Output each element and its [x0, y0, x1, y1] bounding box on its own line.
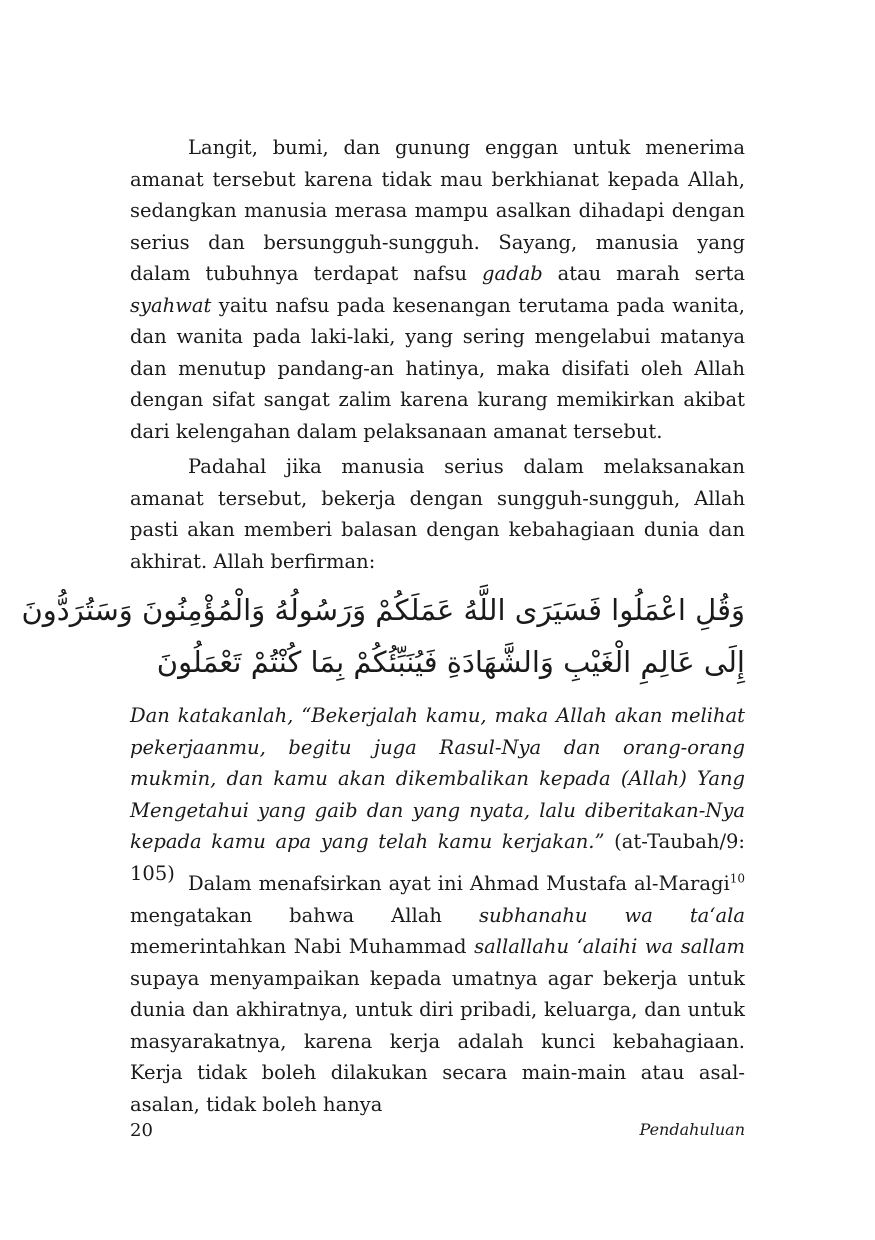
term-sallallahu: sallallahu ‘alaihi wa sallam — [474, 935, 745, 958]
paragraph-2-text: Padahal jika manusia serius dalam melaksanakan amanat tersebut, bekerja dengan sungguh-sungguh, Allah pasti akan memberi balasan dengan kebahagiaan dunia dan akhirat. Allah berfirman: — [130, 455, 745, 573]
translation-italic: Dan katakanlah, “Bekerjalah kamu, maka Allah akan melihat pekerjaanmu, begitu juga Rasul-Nya dan orang-orang mukmin, dan kamu akan dikembalikan kepada (Allah) Yang Mengetahui yang gaib dan yang nyata, lalu diberitakan-Nya kepada kamu apa yang telah kamu kerjakan.” — [130, 704, 745, 853]
term-gadab: gadab — [481, 262, 543, 285]
term-subhanahu: subhanahu wa ta‘ala — [478, 903, 745, 927]
page-number: 20 — [130, 1120, 153, 1141]
paragraph-3-intro: Dalam menafsirkan ayat ini Ahmad Mustafa al-Maragi — [188, 872, 730, 895]
paragraph-3-text — [130, 868, 745, 1120]
paragraph-3 — [130, 868, 745, 1120]
verse-citation: (at-Taubah/9: 105) — [130, 830, 745, 885]
paragraph-1-mid: atau marah serta — [542, 262, 745, 285]
paragraph-1-rest: yaitu nafsu pada kesenangan terutama pada wanita, dan wanita pada laki-laki, yang sering mengelabui matanya dan menutup pandang-an hatinya, maka disifati oleh Allah dengan sifat sangat zalim karena kurang memikirkan akibat dari kelengahan dalam pelaksanaan amanat tersebut. — [130, 293, 745, 443]
translation-text — [130, 700, 745, 889]
paragraph-1 — [130, 132, 745, 447]
paragraph-3-part-a: mengatakan bahwa Allah — [130, 903, 479, 927]
verse-translation — [130, 700, 745, 889]
running-title: Pendahuluan — [639, 1120, 745, 1139]
footnote-reference[interactable]: 10 — [729, 871, 745, 886]
term-syahwat: syahwat — [130, 293, 212, 317]
paragraph-3-part-b: memerintahkan Nabi Muhammad — [130, 935, 475, 958]
arabic-verse — [21, 584, 745, 688]
arabic-verse-line-1: وَقُلِ اعْمَلُوا فَسَيَرَى اللَّهُ عَمَلَكُمْ وَرَسُولُهُ وَالْمُؤْمِنُونَ وَسَتُرَدُّونَ — [21, 593, 745, 627]
paragraph-2 — [130, 451, 745, 577]
paragraph-1-text — [130, 132, 745, 447]
arabic-verse-line-2: إِلَى عَالِمِ الْغَيْبِ وَالشَّهَادَةِ فَيُنَبِّئُكُمْ بِمَا كُنْتُمْ تَعْمَلُونَ — [156, 645, 745, 679]
paragraph-1-body: Langit, bumi, dan gunung enggan untuk menerima amanat tersebut karena tidak mau berkhianat kepada Allah, sedangkan manusia merasa mampu asalkan dihadapi dengan serius dan bersungguh-sungguh. Sayang, manusia yang dalam tubuhnya terdapat nafsu — [130, 136, 745, 285]
paragraph-3-part-c: supaya menyampaikan kepada umatnya agar bekerja untuk dunia dan akhiratnya, untuk diri pribadi, keluarga, dan untuk masyarakatnya, karena kerja adalah kunci kebahagiaan. Kerja tidak boleh dilakukan secara main-main atau asal-asalan, tidak boleh hanya — [130, 966, 745, 1116]
